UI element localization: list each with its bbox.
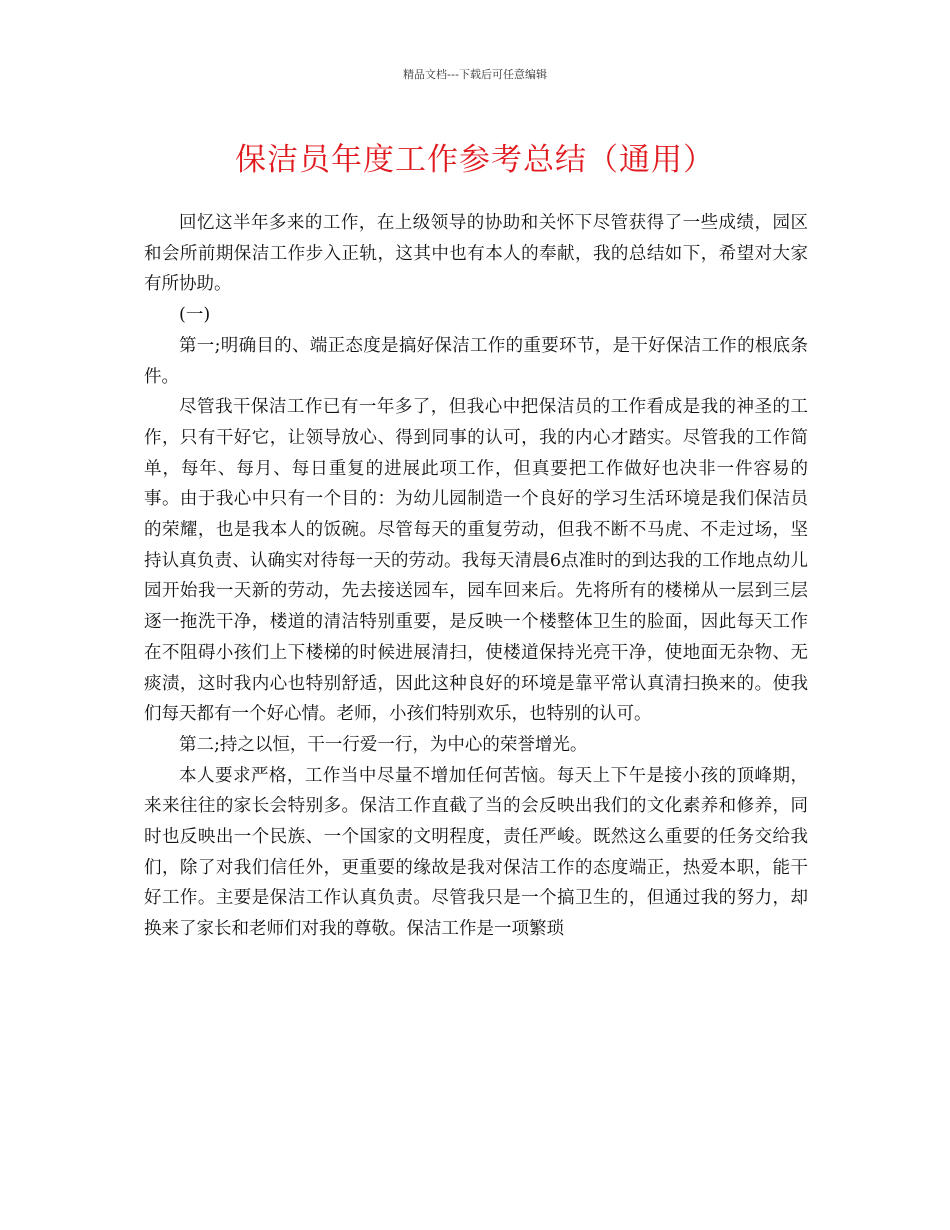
page-header: 精品文档---下载后可任意编辑	[403, 68, 547, 81]
paragraph-intro: 回忆这半年多来的工作，在上级领导的协助和关怀下尽管获得了一些成绩，园区和会所前期保洁工作步入正轨，这其中也有本人的奉献，我的总结如下，希望对大家有所协助。	[144, 213, 808, 295]
document-title: 保洁员年度工作参考总结（通用）	[235, 142, 715, 178]
paragraph-body-one: 尽管我干保洁工作已有一年多了，但我心中把保洁员的工作看成是我的神圣的工作，只有干好它，让领导放心、得到同事的认可，我的内心才踏实。尽管我的工作简单，每年、每月、每日重复的进展此项工作，但真要把工作做好也决非一件容易的事。由于我心中只有一个目的：为幼儿园制造一个良好的学习生活环境是我们保洁员的荣耀，也是我本人的饭碗。尽管每天的重复劳动，但我不断不马虎、不走过场，坚持认真负责、认确实对待每一天的劳动。我每天清晨6点准时的到达我的工作地点幼儿园开始我一天新的劳动，先去接送园车，园车回来后。先将所有的楼梯从一层到三层逐一拖洗干净，楼道的清洁特别重要，是反映一个楼整体卫生的脸面，因此每天工作在不阻碍小孩们上下楼梯的时候进展清扫，使楼道保持光亮干净，使地面无杂物、无痰渍，这时我内心也特别舒适，因此这种良好的环境是靠平常认真清扫换来的。使我们每天都有一个好心情。老师，小孩们特别欢乐，也特别的认可。	[144, 397, 808, 725]
section-marker: (一)	[179, 305, 211, 326]
paragraph-body-two: 本人要求严格，工作当中尽量不增加任何苦恼。每天上下午是接小孩的顶峰期，来来往往的家长会特别多。保洁工作直截了当的会反映出我们的文化素养和修养，同时也反映出一个民族、一个国家的文明程度，责任严峻。既然这么重要的任务交给我们，除了对我们信任外，更重要的缘故是我对保洁工作的态度端正，热爱本职，能干好工作。主要是保洁工作认真负责。尽管我只是一个搞卫生的，但通过我的努力，却换来了家长和老师们对我的尊敬。保洁工作是一项繁琐	[144, 765, 808, 940]
paragraph-point-two: 第二;持之以恒，干一行爱一行，为中心的荣誉增光。	[179, 734, 588, 755]
document-body	[144, 208, 808, 945]
paragraph-point-one: 第一;明确目的、端正态度是搞好保洁工作的重要环节，是干好保洁工作的根底条件。	[144, 335, 808, 387]
